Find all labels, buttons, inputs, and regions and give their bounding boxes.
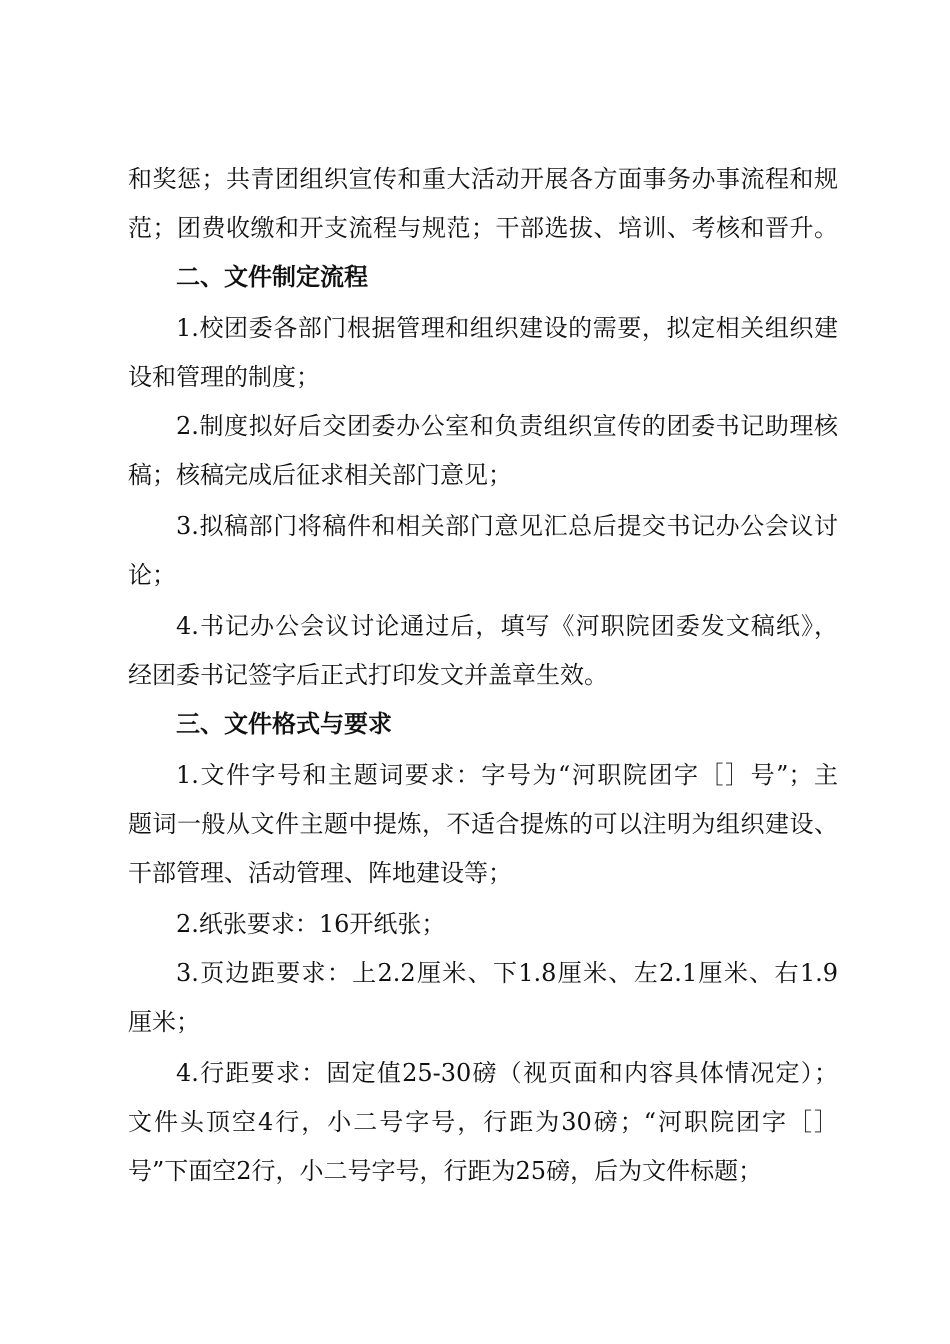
- list-item-text: 1.校团委各部门根据管理和组织建设的需要，拟定相关组织建: [176, 314, 838, 342]
- body-text-line: 经团委书记签字后正式打印发文并盖章生效。: [128, 661, 608, 689]
- body-text-line: 文件头顶空4行，小二号字号，行距为30磅；“河职院团字［］: [128, 1108, 838, 1136]
- list-item-text: 1.文件字号和主题词要求：字号为“河职院团字［］号”；主: [176, 761, 838, 789]
- list-item-text: 3.页边距要求：上2.2厘米、下1.8厘米、左2.1厘米、右1.9: [176, 959, 838, 987]
- section-heading: 三、文件格式与要求: [176, 710, 392, 738]
- body-text-line: 和奖惩；共青团组织宣传和重大活动开展各方面事务办事流程和规: [128, 165, 838, 193]
- body-text-line: 稿；核稿完成后征求相关部门意见；: [128, 461, 512, 489]
- list-item-text: 4.行距要求：固定值25-30磅（视页面和内容具体情况定）；: [176, 1059, 838, 1087]
- body-text-line: 干部管理、活动管理、阵地建设等；: [128, 859, 512, 887]
- section-heading: 二、文件制定流程: [176, 263, 368, 291]
- list-item-text: 4.书记办公会议讨论通过后，填写《河职院团委发文稿纸》，: [176, 612, 838, 640]
- body-text-line: 设和管理的制度；: [128, 363, 320, 391]
- body-text-line: 范；团费收缴和开支流程与规范；干部选拔、培训、考核和晋升。: [128, 214, 838, 242]
- body-text-line: 论；: [128, 561, 176, 589]
- body-text-line: 号”下面空2行，小二号字号，行距为25磅，后为文件标题；: [128, 1157, 763, 1185]
- body-text-line: 厘米；: [128, 1008, 200, 1036]
- body-text-line: 题词一般从文件主题中提炼，不适合提炼的可以注明为组织建设、: [128, 810, 838, 838]
- list-item-text: 2.制度拟好后交团委办公室和负责组织宣传的团委书记助理核: [176, 412, 838, 440]
- list-item-text: 2.纸张要求：16开纸张；: [176, 910, 446, 938]
- list-item-text: 3.拟稿部门将稿件和相关部门意见汇总后提交书记办公会议讨: [176, 512, 838, 540]
